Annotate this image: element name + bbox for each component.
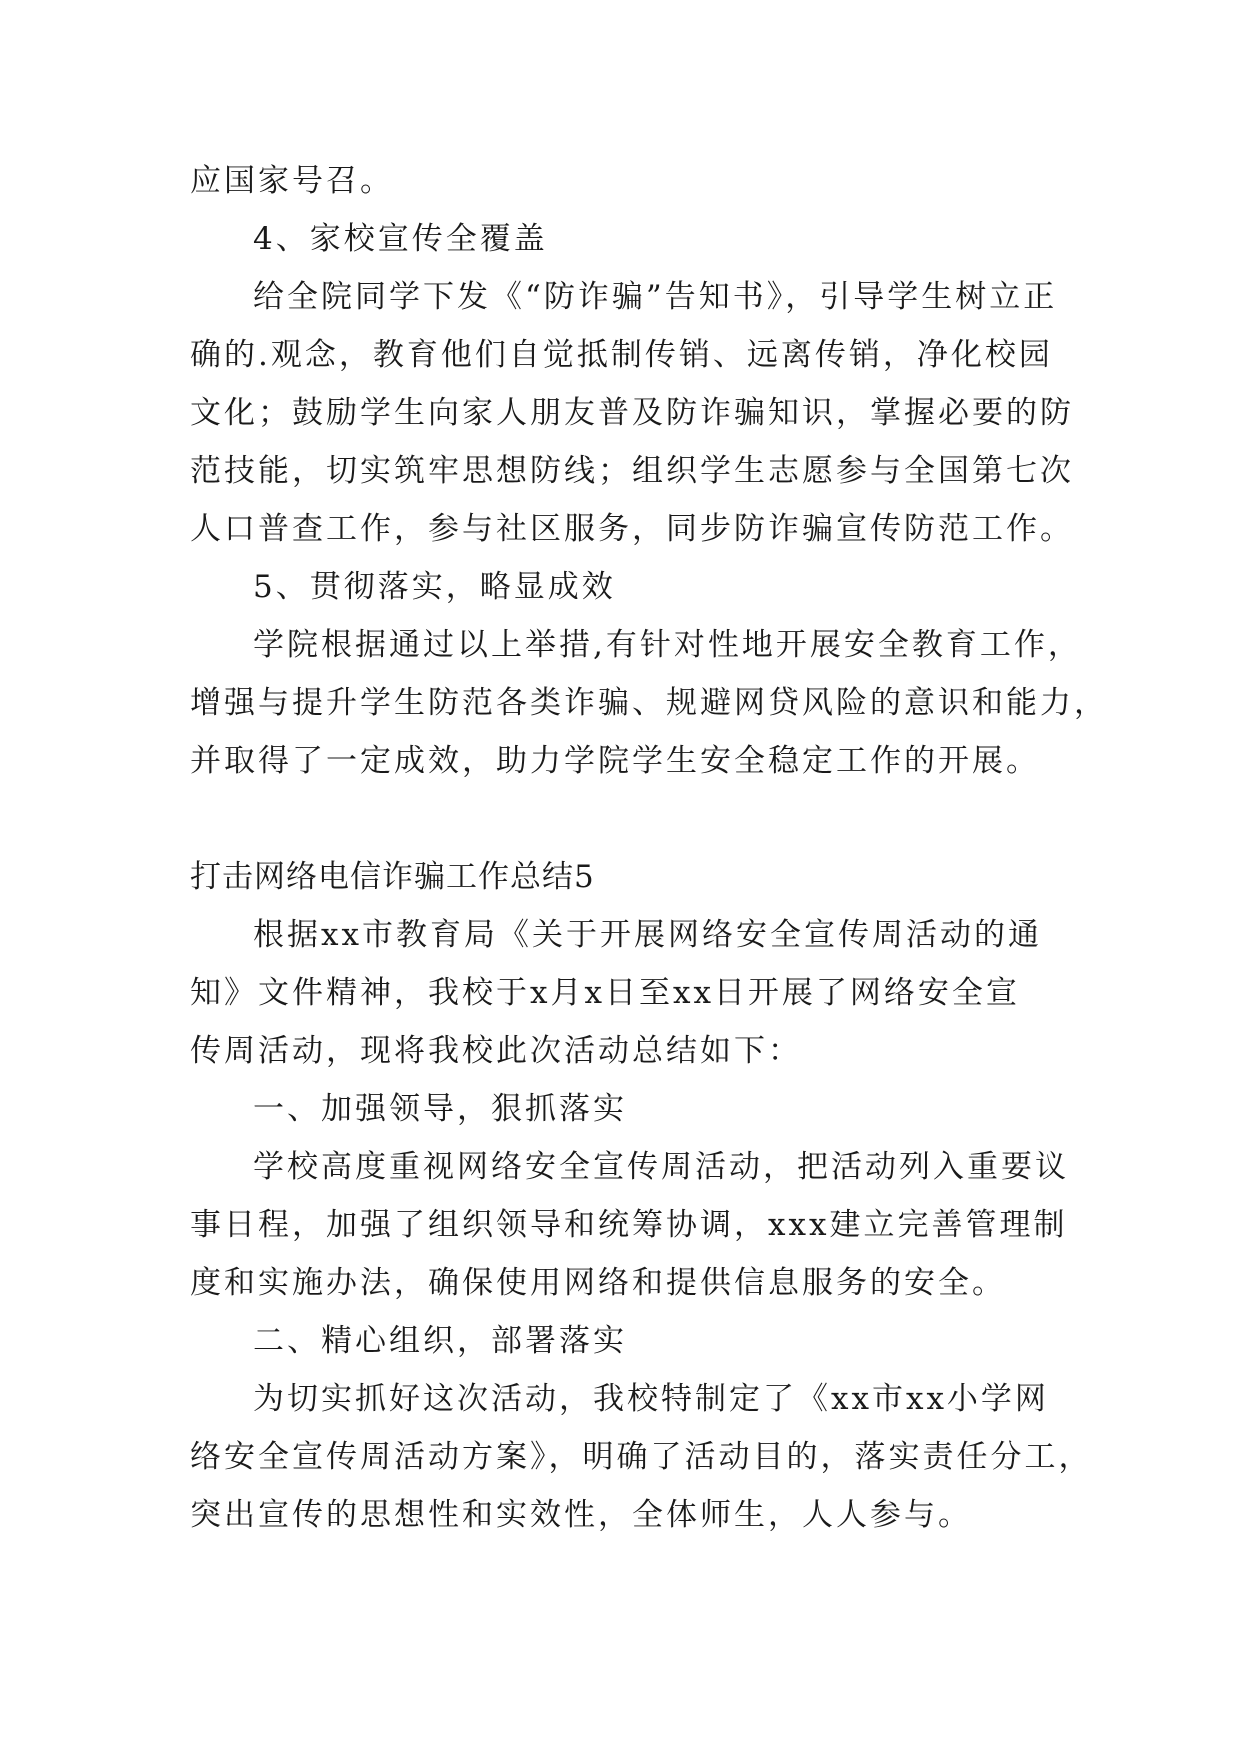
section-heading: 二、精心组织，部署落实 <box>253 1323 627 1359</box>
paragraph-line: 文化；鼓励学生向家人朋友普及防诈骗知识，掌握必要的防 <box>190 395 1074 431</box>
paragraph-line: 范技能，切实筑牢思想防线；组织学生志愿参与全国第七次 <box>190 453 1074 489</box>
section-heading: 一、加强领导，狠抓落实 <box>253 1091 627 1127</box>
paragraph-line: 学校高度重视网络安全宣传周活动，把活动列入重要议 <box>253 1149 1069 1185</box>
paragraph-line: 事日程，加强了组织领导和统筹协调，xxx建立完善管理制 <box>190 1207 1068 1243</box>
section-heading: 4、家校宣传全覆盖 <box>253 221 548 257</box>
paragraph-line: 人口普查工作，参与社区服务，同步防诈骗宣传防范工作。 <box>190 511 1074 547</box>
paragraph-line: 并取得了一定成效，助力学院学生安全稳定工作的开展。 <box>190 743 1040 779</box>
section-heading: 5、贯彻落实，略显成效 <box>253 569 616 605</box>
paragraph-line: 传周活动，现将我校此次活动总结如下： <box>190 1033 802 1069</box>
paragraph-line: 突出宣传的思想性和实效性，全体师生，人人参与。 <box>190 1497 972 1533</box>
paragraph-line: 增强与提升学生防范各类诈骗、规避网贷风险的意识和能力， <box>190 685 1108 721</box>
paragraph-line: 根据xx市教育局《关于开展网络安全宣传周活动的通 <box>253 917 1042 953</box>
document-title: 打击网络电信诈骗工作总结5 <box>190 859 595 895</box>
paragraph-line: 确的.观念，教育他们自觉抵制传销、远离传销，净化校园 <box>190 337 1053 373</box>
paragraph-line: 度和实施办法，确保使用网络和提供信息服务的安全。 <box>190 1265 1006 1301</box>
document-page <box>190 152 1108 1544</box>
paragraph-line: 应国家号召。 <box>190 163 394 199</box>
paragraph-line: 给全院同学下发《“防诈骗”告知书》，引导学生树立正 <box>253 279 1058 315</box>
blank-line <box>190 790 1070 848</box>
paragraph-line: 知》文件精神，我校于x月x日至xx日开展了网络安全宣 <box>190 975 1020 1011</box>
paragraph-line: 为切实抓好这次活动，我校特制定了《xx市xx小学网 <box>253 1381 1049 1417</box>
paragraph-line: 学院根据通过以上举措,有针对性地开展安全教育工作， <box>253 627 1082 663</box>
paragraph-line: 络安全宣传周活动方案》，明确了活动目的，落实责任分工， <box>190 1439 1093 1475</box>
